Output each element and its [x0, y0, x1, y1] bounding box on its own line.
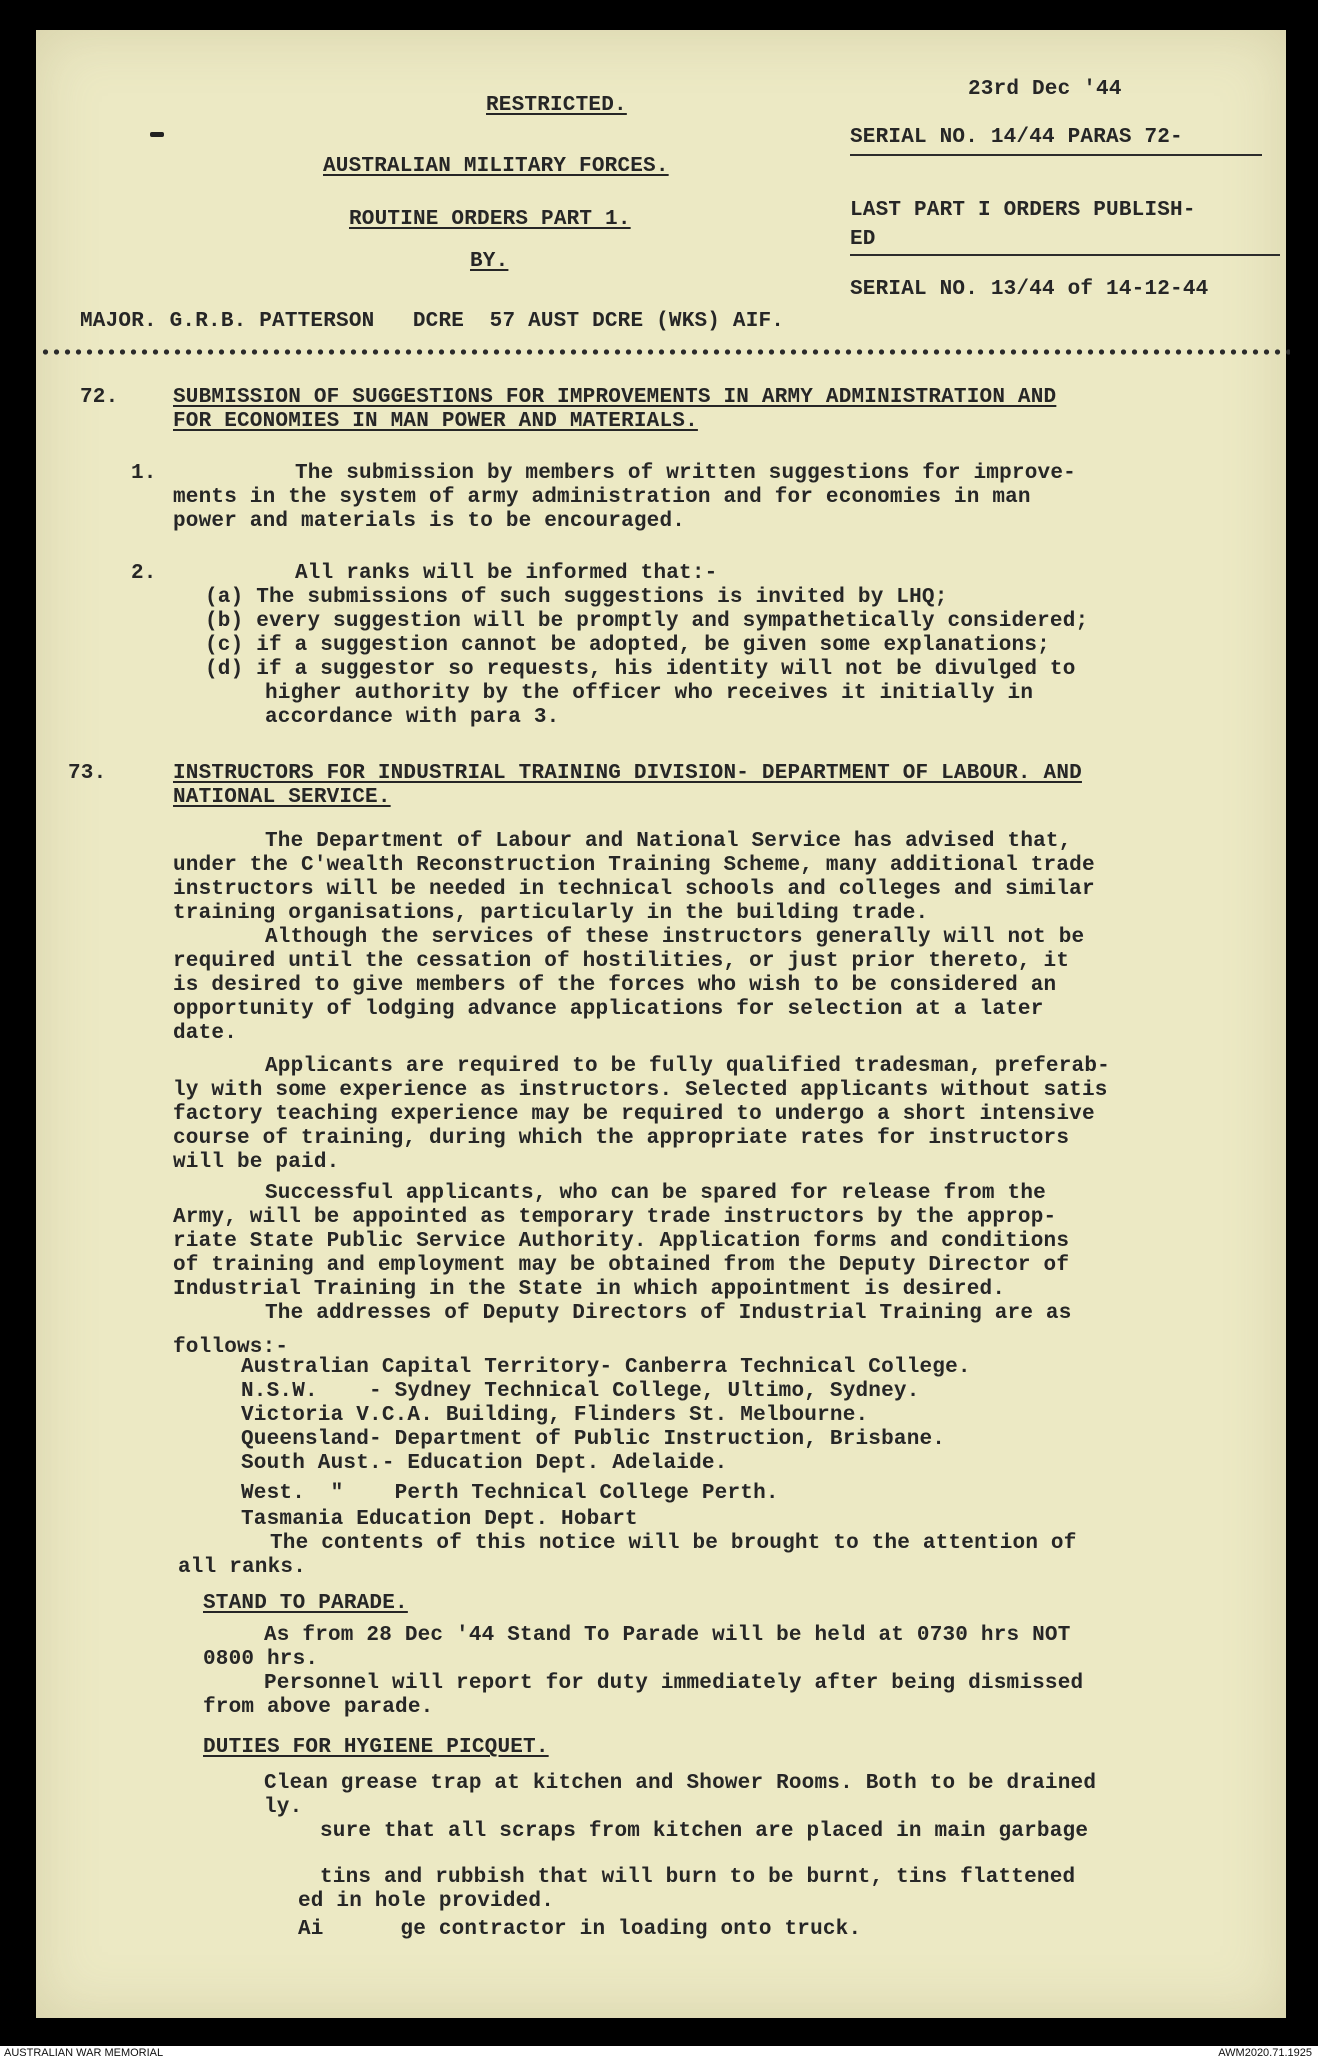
para-73-number: 73. — [68, 762, 107, 785]
address-line: West. " Perth Technical College Perth. — [241, 1482, 779, 1505]
para-73-body-line: Applicants are required to be fully qualified tradesman, preferab- — [265, 1055, 1110, 1078]
address-line: Queensland- Department of Public Instruction, Brisbane. — [241, 1428, 946, 1451]
dotted-separator — [40, 348, 1290, 356]
forces-heading: AUSTRALIAN MILITARY FORCES. — [323, 155, 669, 178]
para-72-sub1-line: The submission by members of written suggestions for improve- — [295, 462, 1076, 485]
para-73-body-line: ly with some experience as instructors. Selected applicants without satis — [173, 1079, 1108, 1102]
stand-to-title: STAND TO PARADE. — [203, 1592, 408, 1615]
para-72-item-cont: accordance with para 3. — [265, 706, 560, 729]
para-73-body-line: The addresses of Deputy Directors of Industrial Training are as — [265, 1302, 1072, 1325]
serial-rule — [850, 154, 1262, 156]
para-73-body-line: opportunity of lodging advance applications for selection at a later — [173, 998, 1044, 1021]
para-73-body-line: of training and employment may be obtained from the Deputy Director of — [173, 1254, 1070, 1277]
para-72-item: (c) if a suggestion cannot be adopted, be given some explanations; — [205, 634, 1050, 657]
hygiene-line: Clean grease trap at kitchen and Shower Rooms. Both to be drained — [264, 1772, 1097, 1795]
stand-to-line: 0800 hrs. — [203, 1648, 319, 1671]
footer-accession: AWM2020.71.1925 — [1218, 2047, 1312, 2059]
hygiene-line: tins and rubbish that will burn to be burnt, tins flattened — [320, 1866, 1076, 1889]
restricted-heading: RESTRICTED. — [486, 94, 627, 117]
orders-heading: ROUTINE ORDERS PART 1. — [349, 208, 631, 231]
para-73-body-line: will be paid. — [173, 1151, 340, 1174]
para-72-sub2-intro: All ranks will be informed that:- — [295, 562, 718, 585]
last-orders-rule — [850, 254, 1280, 256]
para-72-sub2-number: 2. — [131, 562, 157, 585]
para-73-body-line: instructors will be needed in technical schools and colleges and similar — [173, 878, 1095, 901]
hygiene-line: ly. — [264, 1796, 303, 1819]
order-date: 23rd Dec '44 — [968, 78, 1122, 101]
hygiene-line: Ai ge contractor in loading onto truck. — [298, 1918, 862, 1941]
para-73-body-line: Successful applicants, who can be spared for release from the — [265, 1182, 1046, 1205]
para-73-body-line: riate State Public Service Authority. Application forms and conditions — [173, 1230, 1070, 1253]
para-73-body-line: The Department of Labour and National Service has advised that, — [265, 830, 1072, 853]
para-73-body-line: Army, will be appointed as temporary trade instructors by the approp- — [173, 1206, 1057, 1229]
para-73-body-line: is desired to give members of the forces who wish to be considered an — [173, 974, 1057, 997]
issuer-line: MAJOR. G.R.B. PATTERSON DCRE 57 AUST DCRE (WKS) AIF. — [80, 310, 785, 333]
address-line: Australian Capital Territory- Canberra Technical College. — [241, 1356, 971, 1379]
address-line: N.S.W. - Sydney Technical College, Ultimo, Sydney. — [241, 1380, 920, 1403]
para-72-item: (a) The submissions of such suggestions is invited by LHQ; — [205, 586, 948, 609]
para-72-sub1-line: ments in the system of army administration and for economies in man — [173, 486, 1031, 509]
by-heading: BY. — [470, 250, 509, 273]
hygiene-title: DUTIES FOR HYGIENE PICQUET. — [203, 1736, 549, 1759]
para-73-body-line: training organisations, particularly in the building trade. — [173, 902, 929, 925]
last-orders-line2: ED — [850, 228, 876, 251]
para-73-body-line: date. — [173, 1022, 238, 1045]
archive-footer — [0, 2046, 1318, 2061]
para-73-closing: The contents of this notice will be brought to the attention of — [270, 1532, 1077, 1555]
stand-to-line: As from 28 Dec '44 Stand To Parade will be held at 0730 hrs NOT — [264, 1624, 1071, 1647]
hygiene-line: ed in hole provided. — [298, 1890, 555, 1913]
address-line: Tasmania Education Dept. Hobart — [241, 1508, 638, 1531]
para-73-body-line: factory teaching experience may be required to undergo a short intensive — [173, 1103, 1095, 1126]
address-line: South Aust.- Education Dept. Adelaide. — [241, 1452, 728, 1475]
ink-mark — [150, 132, 164, 137]
para-72-item: (b) every suggestion will be promptly and sympathetically considered; — [205, 610, 1089, 633]
para-73-body-line: Although the services of these instructors generally will not be — [265, 926, 1085, 949]
para-72-item: (d) if a suggestor so requests, his identity will not be divulged to — [205, 658, 1076, 681]
para-73-body-line: follows:- — [173, 1336, 289, 1359]
para-73-closing: all ranks. — [178, 1556, 307, 1579]
serial-number: SERIAL NO. 14/44 PARAS 72- — [850, 126, 1183, 149]
para-72-sub1-line: power and materials is to be encouraged. — [173, 510, 686, 533]
hygiene-line: sure that all scraps from kitchen are placed in main garbage — [320, 1820, 1089, 1843]
para-73-body-line: Industrial Training in the State in which appointment is desired. — [173, 1278, 1006, 1301]
para-73-title-2: NATIONAL SERVICE. — [173, 786, 391, 809]
para-72-title-2: FOR ECONOMIES IN MAN POWER AND MATERIALS. — [173, 410, 698, 433]
address-line: Victoria V.C.A. Building, Flinders St. Melbourne. — [241, 1404, 869, 1427]
para-72-title-1: SUBMISSION OF SUGGESTIONS FOR IMPROVEMENTS IN ARMY ADMINISTRATION AND — [173, 386, 1057, 409]
para-72-item-cont: higher authority by the officer who receives it initially in — [265, 682, 1034, 705]
para-73-body-line: course of training, during which the appropriate rates for instructors — [173, 1127, 1070, 1150]
para-73-body-line: required until the cessation of hostilities, or just prior thereto, it — [173, 950, 1070, 973]
para-72-number: 72. — [80, 386, 119, 409]
para-72-sub1-number: 1. — [131, 462, 157, 485]
para-73-title-1: INSTRUCTORS FOR INDUSTRIAL TRAINING DIVISION- DEPARTMENT OF LABOUR. AND — [173, 762, 1082, 785]
last-serial: SERIAL NO. 13/44 of 14-12-44 — [850, 278, 1209, 301]
last-orders-line1: LAST PART I ORDERS PUBLISH- — [850, 199, 1196, 222]
para-73-body-line: under the C'wealth Reconstruction Training Scheme, many additional trade — [173, 854, 1095, 877]
stand-to-line: Personnel will report for duty immediately after being dismissed — [264, 1672, 1084, 1695]
footer-source: AUSTRALIAN WAR MEMORIAL — [4, 2047, 164, 2059]
stand-to-line: from above parade. — [203, 1696, 434, 1719]
